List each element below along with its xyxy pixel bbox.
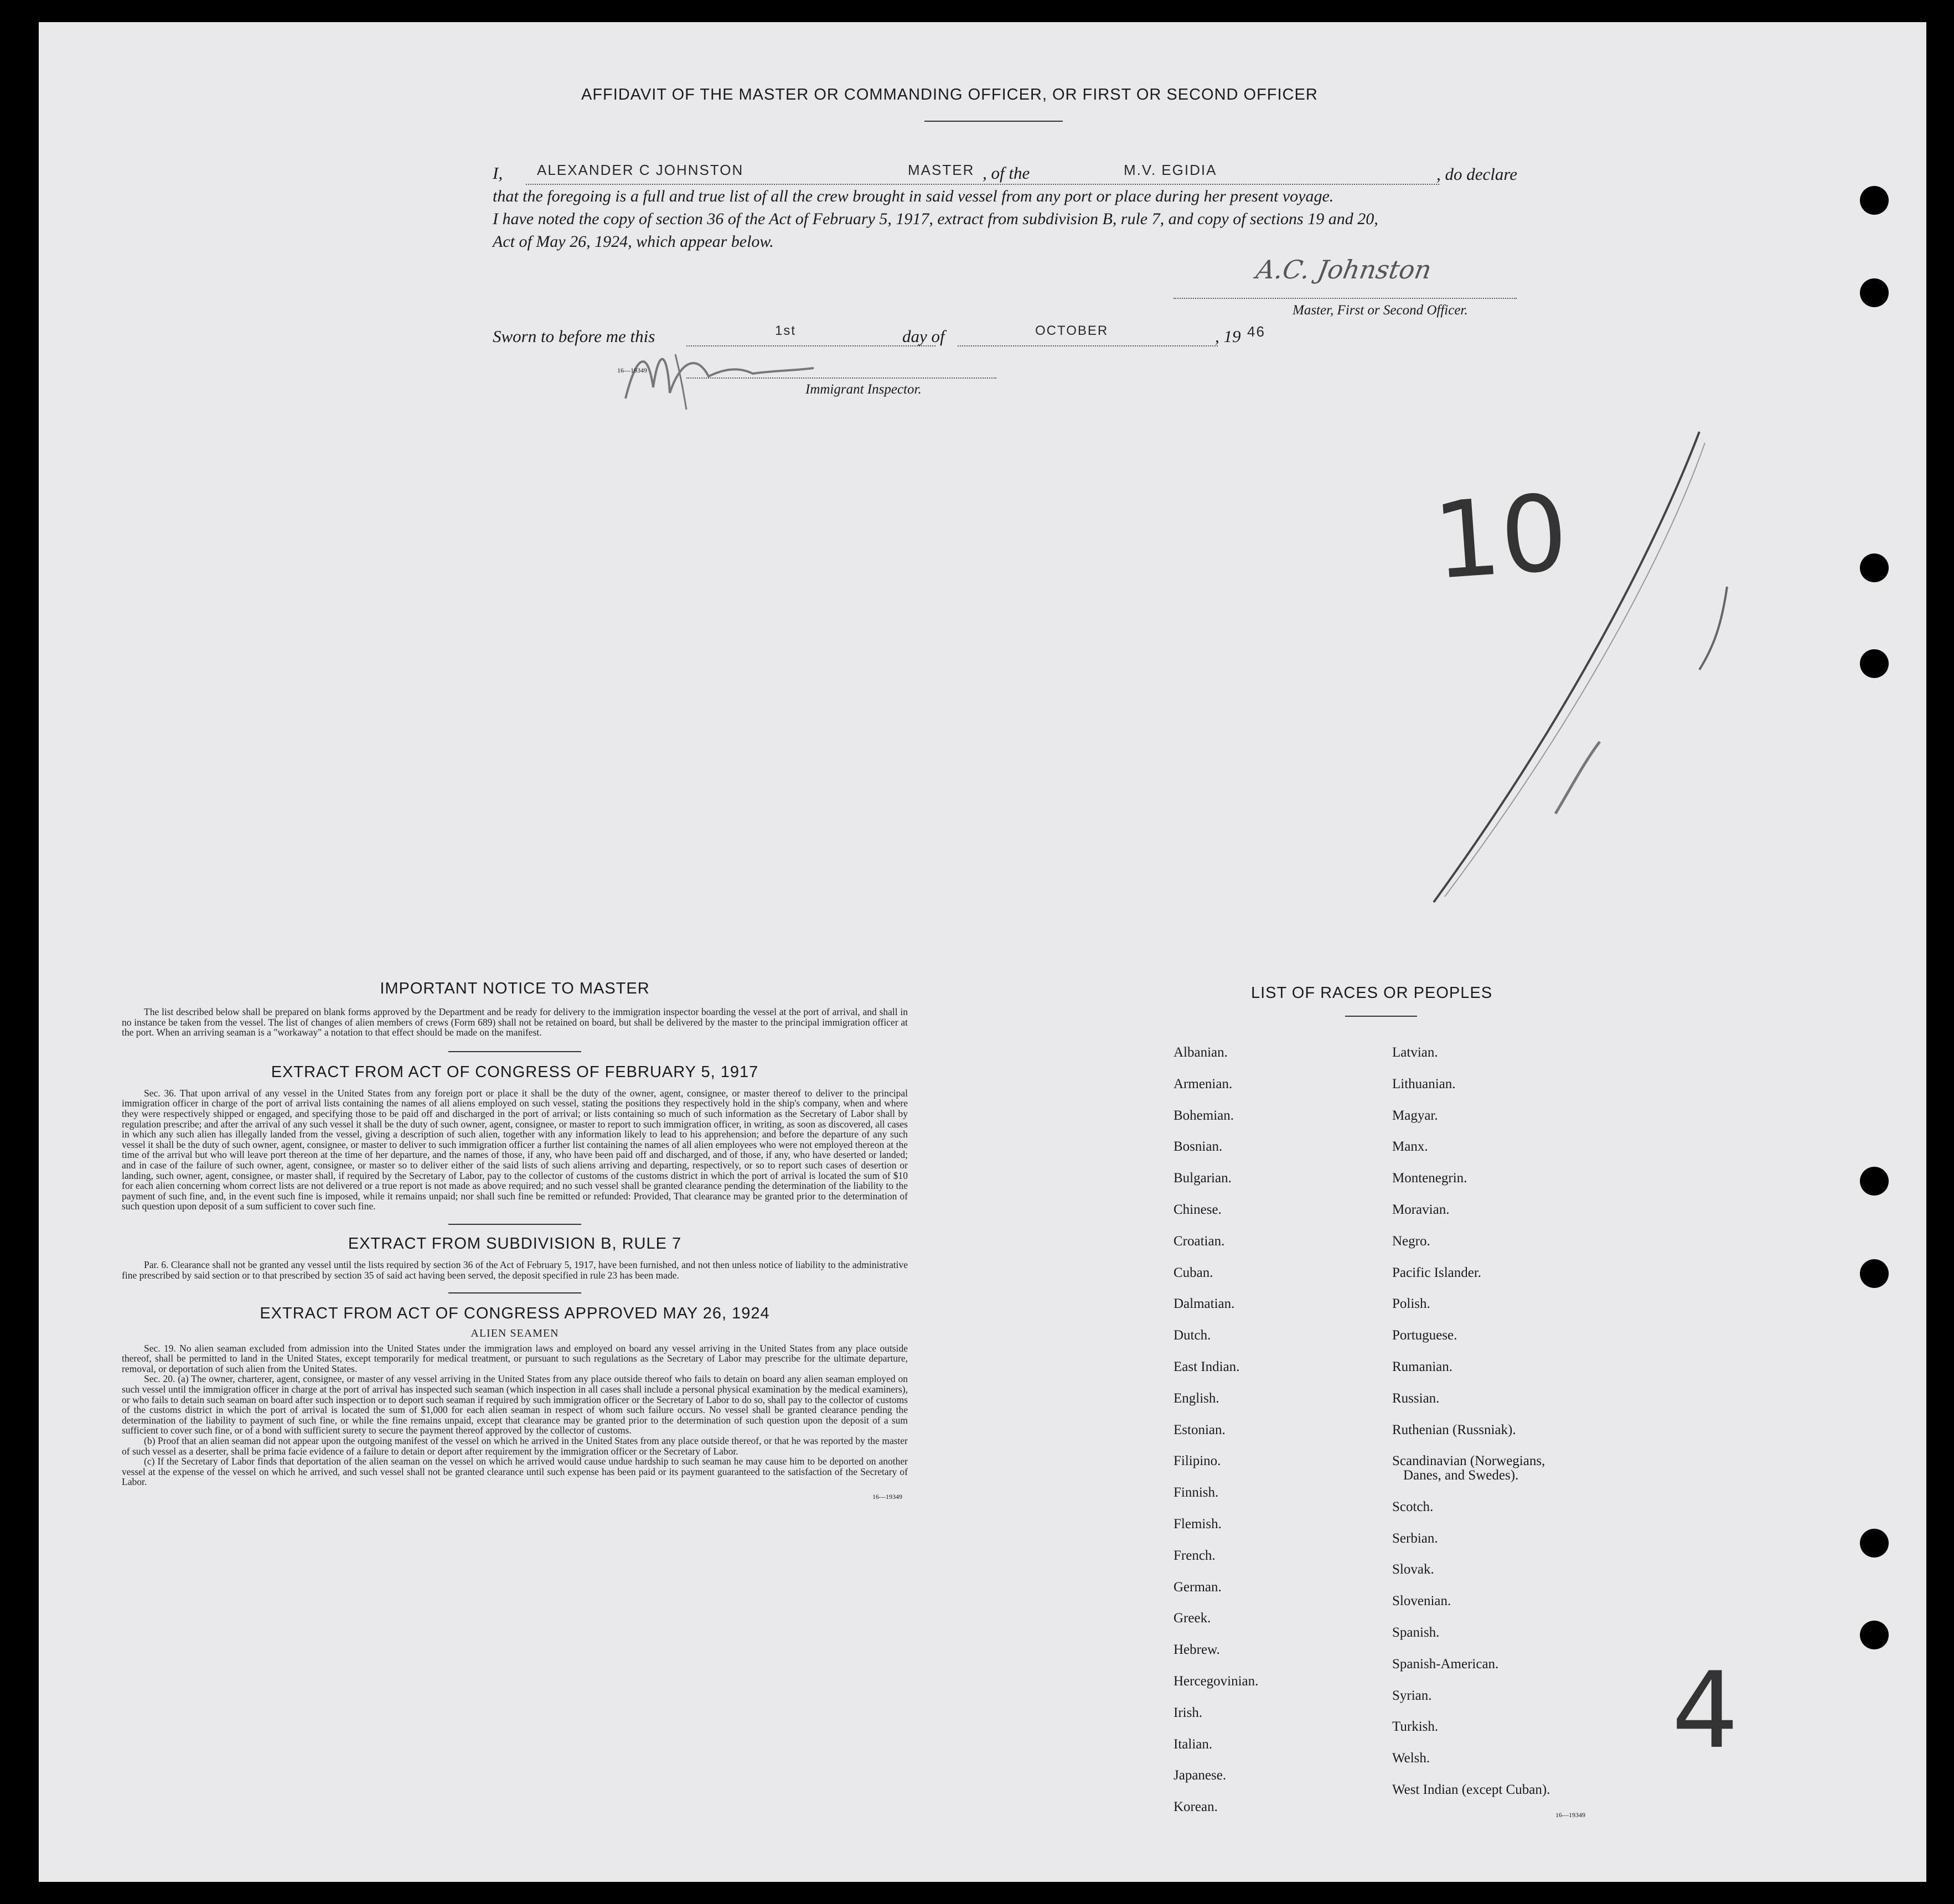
race-item: Hebrew. [1174, 1642, 1220, 1658]
extract-1924-sec19: Sec. 19. No alien seaman excluded from admission into the United States under the immigration laws and employed on board any vessel arriving in the United States from any place outside thereof, shall be permitted to land in the United States, except temporarily for medical treatment, or pursuant to such regulations as the Secretary of Labor may prescribe for the ultimate departure, removal, or deportation of such alien from the United States. [122, 1342, 908, 1374]
title-divider [924, 121, 1063, 122]
affidavit-form-number: 16—19349 [617, 366, 647, 374]
handwritten-page-mark: 10 [1429, 471, 1572, 603]
race-item: English. [1174, 1390, 1219, 1406]
race-item: Bohemian. [1174, 1108, 1234, 1123]
races-form-number: 16—19349 [1555, 1811, 1585, 1819]
punch-hole [1860, 553, 1889, 582]
month-field-line [958, 345, 1218, 346]
notice-divider-1 [448, 1051, 581, 1052]
race-item: Dalmatian. [1174, 1296, 1235, 1312]
race-item: Japanese. [1174, 1768, 1227, 1783]
race-item: Moravian. [1392, 1202, 1450, 1217]
notice-title: IMPORTANT NOTICE TO MASTER [380, 980, 650, 997]
race-item: Russian. [1392, 1390, 1440, 1406]
race-item: Ruthenian (Russniak). [1392, 1422, 1516, 1437]
race-item: Greek. [1174, 1611, 1211, 1626]
extract-1924-sec20c: (c) If the Secretary of Labor finds that deportation of the alien seaman on the vessel on which he arrived would cause undue hardship to such seaman he may cause him to be deported on another vessel at the expense of the vessel on which he arrived, and such vessel shall not be granted clearance until such expense has been paid or its payment guaranteed to the satisfaction of the Secretary of Labor. [122, 1456, 908, 1488]
race-item: Danes, and Swedes). [1403, 1467, 1519, 1483]
extract-1917-title: EXTRACT FROM ACT OF CONGRESS OF FEBRUARY 5, 1917 [271, 1063, 759, 1081]
race-item: Flemish. [1174, 1517, 1222, 1532]
handwritten-slash-mark [1367, 410, 1755, 935]
race-item: Scandinavian (Norwegians, [1392, 1453, 1545, 1469]
race-item: Welsh. [1392, 1751, 1430, 1766]
master-signature-caption: Master, First or Second Officer. [1293, 303, 1468, 318]
race-item: Korean. [1174, 1799, 1218, 1815]
race-item: Irish. [1174, 1705, 1203, 1720]
race-item: Scotch. [1392, 1499, 1434, 1514]
race-item: Dutch. [1174, 1328, 1211, 1343]
document-page [39, 22, 1926, 1882]
race-item: West Indian (except Cuban). [1392, 1782, 1550, 1797]
extract-1917-text: Sec. 36. That upon arrival of any vessel in the United States from any foreign port or place it shall be the duty of the owner, agent, consignee, or master thereof to deliver to the principal immigration officer in charge of the port of arrival lists containing the names of all aliens employed on such vessel, stating the positions they respectively hold in the ship's company, when and where they were respectively shipped or engaged, and specifying those to be paid off and discharged in the port of arrival; or lists containing so much of such information as the Secretary of Labor shall by regulation prescribe; and after the arrival of any such vessel it shall be the duty of such owner, agent, consignee, or master to report to such immigration officer, in writing, as soon as discovered, all cases in which any such alien has illegally landed from the vessel, giving a description of such alien, together with any information likely to lead to his apprehension; and before the departure of any such vessel it shall be the duty of such owner, agent, consignee, or master to deliver to such immigration officer a further list containing the names of all alien employees who were not employed thereon at the time of the arrival but who will leave port thereon at the time of her departure, and the names of those, if any, who have been paid off and discharged, and of those, if any, who have deserted or landed; and in case of the failure of such owner, agent, consignee, or master so to deliver either of the said lists of such aliens arriving and departing, respectively, or so to report such cases of desertion or landing, such owner, agent, consignee, or master shall, if required by the Secretary of Labor, pay to the collector of customs of the customs district in which the port of arrival is located the sum of $10 for each alien concerning whom correct lists are not delivered or a true report is not made as above required; and no such vessel shall be granted clearance pending the determination of the liability to the payment of such fine, and, in the event such fine is imposed, while it remains unpaid; nor shall such fine be remitted or refunded: Provided, That clearance may be granted prior to the determination of such question upon deposit of a sum sufficient to cover such fine. [122, 1087, 908, 1212]
races-title-divider [1345, 1016, 1417, 1017]
declaration-line-2: that the foregoing is a full and true list of all the crew brought in said vessel from any port or place during her present voyage. [493, 187, 1334, 205]
race-item: Serbian. [1392, 1530, 1438, 1546]
race-item: Slovenian. [1392, 1593, 1451, 1609]
race-item: East Indian. [1174, 1359, 1240, 1374]
race-item: Cuban. [1174, 1265, 1213, 1280]
notice-divider-3 [448, 1292, 581, 1294]
race-item: Armenian. [1174, 1076, 1233, 1091]
race-item: German. [1174, 1579, 1222, 1595]
race-item: Pacific Islander. [1392, 1265, 1482, 1280]
punch-hole [1860, 278, 1889, 307]
affidavit-title: AFFIDAVIT OF THE MASTER OR COMMANDING OFFICER, OR FIRST OR SECOND OFFICER [581, 86, 1318, 104]
notice-form-number: 16—19349 [872, 1493, 902, 1501]
extract-1924-sec20b: (b) Proof that an alien seaman did not appear upon the outgoing manifest of the vessel on which he arrived in the United States from any place outside thereof, or that he was reported by the master of such vessel as a deserter, shall be prima facie evidence of a failure to detain or deport after requirement by the immigration officer or the Secretary of Labor. [122, 1435, 908, 1457]
race-item: Hercegovinian. [1174, 1674, 1259, 1689]
inspector-caption: Immigrant Inspector. [805, 382, 922, 397]
declaration-line-3: I have noted the copy of section 36 of the Act of February 5, 1917, extract from subdivision B, rule 7, and copy of sections 19 and 20, [493, 210, 1378, 228]
extract-rule7-title: EXTRACT FROM SUBDIVISION B, RULE 7 [348, 1234, 682, 1253]
race-item: Italian. [1174, 1736, 1213, 1752]
month-value: OCTOBER [1035, 323, 1109, 338]
punch-hole [1860, 186, 1889, 215]
notice-section [122, 980, 908, 1501]
vessel-name: M.V. EGIDIA [1124, 162, 1217, 178]
declaration-i: I, [493, 163, 503, 183]
race-item: Bosnian. [1174, 1139, 1223, 1155]
race-item: Montenegrin. [1392, 1171, 1467, 1186]
race-item: Rumanian. [1392, 1359, 1453, 1374]
race-item: Spanish-American. [1392, 1656, 1499, 1672]
declaration-line-4: Act of May 26, 1924, which appear below. [493, 232, 774, 251]
race-item: Magyar. [1392, 1108, 1438, 1123]
race-item: Croatian. [1174, 1233, 1225, 1249]
race-item: Chinese. [1174, 1202, 1222, 1217]
notice-divider-2 [448, 1224, 581, 1225]
race-item: French. [1174, 1548, 1216, 1563]
race-item: Latvian. [1392, 1045, 1438, 1060]
do-declare-text: , do declare [1436, 164, 1518, 184]
race-item: Turkish. [1392, 1719, 1439, 1735]
race-item: Bulgarian. [1174, 1171, 1232, 1186]
race-item: Filipino. [1174, 1453, 1221, 1469]
race-item: Manx. [1392, 1139, 1428, 1155]
notice-text: The list described below shall be prepared on blank forms approved by the Department and be ready for delivery to the immigration inspector boarding the vessel at the port of arrival, and shall in no instance be taken from the vessel. The list of changes of alien members of crews (Form 689) shall not be retained on board, but shall be delivered by the master to the principal immigration officer at the port. When an arriving seaman is a "workaway" a notation to that effect should be made on the manifest. [122, 1006, 908, 1038]
day-of-text: day of [902, 327, 945, 346]
race-item: Syrian. [1392, 1688, 1432, 1703]
race-item: Negro. [1392, 1233, 1430, 1249]
master-signature: A.C. Johnston [1254, 255, 1434, 284]
race-item: Lithuanian. [1392, 1076, 1456, 1091]
punch-hole [1860, 1529, 1889, 1558]
race-item: Portuguese. [1392, 1328, 1457, 1343]
race-item: Spanish. [1392, 1624, 1440, 1640]
alien-seamen-subtitle: ALIEN SEAMEN [471, 1327, 559, 1340]
extract-1924-title: EXTRACT FROM ACT OF CONGRESS APPROVED MAY 26, 1924 [260, 1305, 770, 1323]
race-item: Finnish. [1174, 1485, 1219, 1501]
master-name: ALEXANDER C JOHNSTON [537, 162, 744, 178]
races-title: LIST OF RACES OR PEOPLES [1251, 984, 1493, 1002]
inspector-signature [614, 332, 847, 415]
race-item: Estonian. [1174, 1422, 1226, 1437]
punch-hole [1860, 649, 1889, 678]
punch-hole [1860, 1621, 1889, 1649]
extract-1924-sec20a: Sec. 20. (a) The owner, charterer, agent, consignee, or master of any vessel arriving in the United States from any place outside thereof who fails to detain on board any alien seaman employed on such vessel until the immigration officer in charge at the port of arrival has inspected such seaman (which inspection in all cases shall include a personal physical examination by the medical examiners), or who fails to detain such seaman on board after such inspection or to deport such seaman if required by such immigration officer or the Secretary of Labor to do so, shall pay to the collector of customs of the customs district in which the port of arrival is located the sum of $1,000 for each alien seaman in respect of whom such failure occurs. No vessel shall be granted clearance pending the determination of the liability to payment of such fine, or while the fine remains unpaid, except that clearance may be granted prior to the determination of such question upon the deposit of a sum sufficient to cover such fine, or of a bond with sufficient surety to secure the payment thereof approved by the collector of customs. [122, 1373, 908, 1436]
year-prefix: , 19 [1215, 327, 1241, 346]
race-item: Slovak. [1392, 1562, 1434, 1577]
of-the-text: , of the [983, 163, 1030, 183]
punch-hole [1860, 1259, 1889, 1288]
punch-hole [1860, 1167, 1889, 1196]
day-value: 1st [775, 323, 797, 338]
extract-rule7-text: Par. 6. Clearance shall not be granted any vessel until the lists required by section 36 of the Act of February 5, 1917, have been furnished, and not then unless notice of liability to the administrative fine prescribed by said section or to that prescribed by section 35 of said act having been served, the deposit specified in rule 23 has been made. [122, 1259, 908, 1281]
race-item: Polish. [1392, 1296, 1430, 1312]
race-item: Albanian. [1174, 1045, 1228, 1060]
sworn-text: Sworn to before me this [493, 327, 655, 346]
year-value: 46 [1247, 323, 1265, 340]
master-rank: MASTER [908, 162, 975, 178]
handwritten-corner-number: 4 [1672, 1649, 1739, 1772]
